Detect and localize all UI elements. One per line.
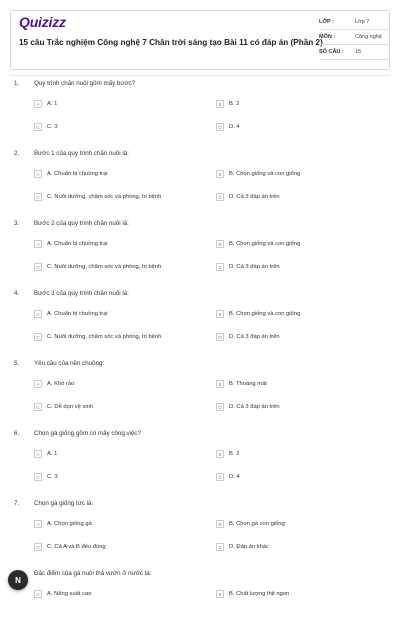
divider <box>10 75 390 76</box>
answer-option-b[interactable] <box>216 98 386 110</box>
question-item <box>10 290 390 354</box>
option-text: C. 3 <box>47 474 58 480</box>
option-text: D. Cả 3 đáp án trên <box>229 404 280 410</box>
option-letter-badge: C <box>34 333 42 341</box>
question-item <box>10 220 390 284</box>
option-letter-badge: B <box>216 240 224 248</box>
worksheet-title: 15 câu Trắc nghiệm Công nghệ 7 Chân trời sáng tạo Bài 11 có đáp án (Phần 2) <box>19 38 323 47</box>
option-text: D. Cả 3 đáp án trên <box>229 334 280 340</box>
question-text: Bước 3 của quy trình chăn nuôi là: <box>34 290 129 297</box>
question-text: Chọn gà giống tức là: <box>34 500 94 507</box>
option-letter-badge: A <box>34 240 42 248</box>
option-letter-badge: A <box>34 590 42 598</box>
option-text: C. 3 <box>47 124 58 130</box>
option-letter-badge: A <box>34 170 42 178</box>
option-letter-badge: C <box>34 193 42 201</box>
option-letter-badge: A <box>34 100 42 108</box>
option-letter-badge: D <box>216 263 224 271</box>
question-text: Đặc điểm của gà nuôi thả vườn ở nước ta: <box>34 570 152 577</box>
option-letter-badge: B <box>216 450 224 458</box>
answer-option-d[interactable] <box>216 261 386 273</box>
answer-option-d[interactable] <box>216 191 386 203</box>
worksheet-header <box>10 10 390 70</box>
answer-option-c[interactable] <box>34 471 204 483</box>
meta-value: Công nghệ <box>355 34 382 40</box>
answer-option-d[interactable] <box>216 121 386 133</box>
question-item <box>10 430 390 494</box>
option-letter-badge: A <box>34 450 42 458</box>
option-letter-badge: A <box>34 520 42 528</box>
question-text: Yêu cầu của nền chuồng: <box>34 360 105 367</box>
question-number: 2. <box>14 150 20 157</box>
answer-option-a[interactable] <box>34 238 204 250</box>
answer-option-d[interactable] <box>216 401 386 413</box>
question-item <box>10 570 390 634</box>
answer-option-a[interactable] <box>34 378 204 390</box>
meta-row-count <box>319 45 389 60</box>
option-letter-badge: A <box>34 310 42 318</box>
answer-option-d[interactable] <box>216 471 386 483</box>
option-text: A. Khô ráo <box>47 381 75 387</box>
option-letter-badge: B <box>216 310 224 318</box>
option-text: D. 4 <box>229 474 240 480</box>
meta-label: LỚP : <box>319 19 334 25</box>
option-text: A. Chọn giống gà <box>47 521 92 527</box>
option-letter-badge: D <box>216 473 224 481</box>
option-text: B. 2 <box>229 101 240 107</box>
meta-label: SỐ CÂU : <box>319 49 344 55</box>
option-letter-badge: B <box>216 170 224 178</box>
navigation-badge-button[interactable]: N <box>8 570 28 590</box>
answer-option-c[interactable] <box>34 191 204 203</box>
answer-option-a[interactable] <box>34 588 204 600</box>
answer-option-b[interactable] <box>216 168 386 180</box>
worksheet-meta <box>319 15 389 60</box>
option-text: B. Chất lượng thịt ngon <box>229 591 290 597</box>
option-text: C. Nuôi dưỡng, chăm sóc và phòng, trị bệnh <box>47 194 162 200</box>
answer-option-c[interactable] <box>34 121 204 133</box>
answer-option-b[interactable] <box>216 588 386 600</box>
option-text: A. 1 <box>47 451 58 457</box>
question-number: 1. <box>14 80 20 87</box>
answer-option-b[interactable] <box>216 448 386 460</box>
question-number: 3. <box>14 220 20 227</box>
answer-option-c[interactable] <box>34 331 204 343</box>
option-text: A. Chuẩn bị chuồng trại <box>47 171 108 177</box>
option-letter-badge: C <box>34 123 42 131</box>
option-letter-badge: B <box>216 590 224 598</box>
meta-row-class <box>319 15 389 30</box>
option-letter-badge: C <box>34 543 42 551</box>
meta-value: 15 <box>355 49 362 55</box>
option-letter-badge: A <box>34 380 42 388</box>
option-text: A. 1 <box>47 101 58 107</box>
option-letter-badge: D <box>216 333 224 341</box>
option-text: D. 4 <box>229 124 240 130</box>
answer-option-b[interactable] <box>216 308 386 320</box>
option-text: A. Chuẩn bị chuồng trại <box>47 241 108 247</box>
question-text: Quy trình chăn nuôi gồm mấy bước? <box>34 80 136 87</box>
option-text: B. Chọn giống và con giống <box>229 241 301 247</box>
meta-label: MÔN : <box>319 34 336 40</box>
meta-value: Lớp 7 <box>355 19 370 25</box>
quizizz-logo[interactable]: Quizizz <box>19 14 66 30</box>
question-number: 4. <box>14 290 20 297</box>
option-text: C. Dễ dọn vệ sinh <box>47 404 94 410</box>
option-text: B. Chọn gà con giống <box>229 521 285 527</box>
option-letter-badge: B <box>216 520 224 528</box>
option-letter-badge: B <box>216 380 224 388</box>
option-text: C. Nuôi dưỡng, chăm sóc và phòng, trị bệnh <box>47 334 162 340</box>
option-letter-badge: D <box>216 403 224 411</box>
question-text: Chọn gà giống gồm có mấy công việc? <box>34 430 141 437</box>
option-letter-badge: C <box>34 403 42 411</box>
option-text: B. Chọn giống và con giống <box>229 171 301 177</box>
option-letter-badge: D <box>216 543 224 551</box>
question-item <box>10 500 390 564</box>
option-text: B. Chọn giống và con giống <box>229 311 301 317</box>
question-item <box>10 150 390 214</box>
answer-option-c[interactable] <box>34 541 204 553</box>
meta-row-subject <box>319 30 389 45</box>
answer-option-c[interactable] <box>34 401 204 413</box>
option-letter-badge: C <box>34 473 42 481</box>
answer-option-a[interactable] <box>34 308 204 320</box>
option-letter-badge: D <box>216 123 224 131</box>
question-item <box>10 360 390 424</box>
option-letter-badge: D <box>216 193 224 201</box>
question-number: 5. <box>14 360 20 367</box>
answer-option-c[interactable] <box>34 261 204 273</box>
answer-option-b[interactable] <box>216 238 386 250</box>
option-text: B. Thoáng mát <box>229 381 267 387</box>
option-text: A. Chuẩn bị chuồng trại <box>47 311 108 317</box>
option-text: C. Nuôi dưỡng, chăm sóc và phòng, trị bệnh <box>47 264 162 270</box>
option-text: D. Cả 3 đáp án trên <box>229 264 280 270</box>
question-number: 6. <box>14 430 20 437</box>
option-text: D. Đáp án khác <box>229 544 269 550</box>
option-letter-badge: C <box>34 263 42 271</box>
question-text: Bước 2 của quy trình chăn nuôi là: <box>34 220 129 227</box>
option-text: D. Cả 3 đáp án trên <box>229 194 280 200</box>
question-number: 7. <box>14 500 20 507</box>
question-item <box>10 80 390 144</box>
question-text: Bước 1 của quy trình chăn nuôi là: <box>34 150 129 157</box>
answer-option-d[interactable] <box>216 541 386 553</box>
answer-option-a[interactable] <box>34 98 204 110</box>
option-text: C. Cả A và B đều đúng <box>47 544 106 550</box>
answer-option-a[interactable] <box>34 448 204 460</box>
option-text: B. 2 <box>229 451 240 457</box>
option-text: A. Năng suất cao <box>47 591 92 597</box>
answer-option-d[interactable] <box>216 331 386 343</box>
answer-option-b[interactable] <box>216 378 386 390</box>
option-letter-badge: B <box>216 100 224 108</box>
answer-option-a[interactable] <box>34 518 204 530</box>
answer-option-b[interactable] <box>216 518 386 530</box>
answer-option-a[interactable] <box>34 168 204 180</box>
